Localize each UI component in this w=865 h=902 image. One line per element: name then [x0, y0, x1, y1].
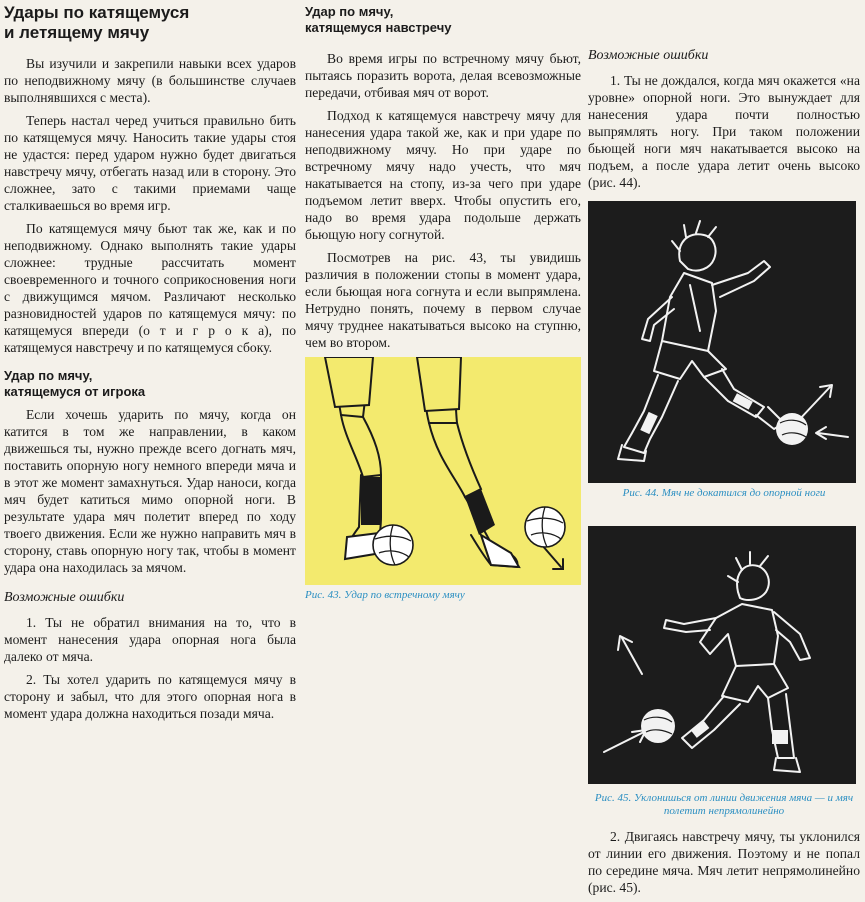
error-item: 2. Ты хотел ударить по катящемуся мячу в сторону и забыл, что для этого опорная нога в момент удара должна находиться позади мяча.: [4, 672, 296, 721]
paragraph: Теперь настал черед учиться правильно бить по катящемуся мячу. Наносить такие удары стоя не удастся: перед ударом нужно будет двигаться навстречу мячу, отбегать назад или в сторону. Это сложнее, зато с такими приемами чаще сталкиваешься во время игр.: [4, 113, 296, 213]
column-middle: [305, 0, 581, 602]
page-title: [4, 3, 296, 43]
paragraph: Подход к катящемуся навстречу мячу для нанесения удара такой же, как и при ударе по неподвижному мячу. Но при ударе по встречному мячу надо учесть, что мяч накатывается на стопу, из-за чего при ударе подъемом летит вверх. Чтобы опустить его, надо во время удара подольше держать бьющую ногу согнутой.: [305, 108, 581, 242]
figure-45: [588, 526, 856, 784]
ball-44: [776, 413, 808, 445]
figure-44: [588, 201, 856, 483]
sock-left: [361, 477, 381, 525]
paragraph: Если хочешь ударить по мячу, когда он катится в том же направлении, в каком движешься ты, нужно прежде всего догнать мяч, поставить опорную ногу немного впереди мяча и в этот же момент замахнуться. Удар наноси, когда мяч будет катиться мимо опорной ноги. В результате удара мяч полетит вперед по ходу твоего движения. Если же нужно направить мяч в сторону, ставь опорную ногу так, чтобы в момент удара она находилась за мячом.: [4, 407, 296, 575]
sock-right: [465, 489, 495, 535]
figure-45-illustration: [588, 526, 856, 784]
error-item: 2. Двигаясь навстречу мячу, ты уклонился от линии его движения. Поэтому и не попал по середине мяча. Мяч летит непрямолинейно (рис. 45).: [588, 829, 860, 895]
title-line-2: и летящему мячу: [4, 23, 150, 42]
column-left: [4, 0, 296, 728]
errors-heading: Возможные ошибки: [4, 590, 125, 605]
section-heading: [305, 4, 581, 36]
section-heading: [4, 368, 296, 400]
paragraph: Вы изучили и закрепили навыки всех ударов по неподвижному мячу (в большинстве случаев выполнявшихся с места).: [4, 56, 296, 105]
paragraph: Посмотрев на рис. 43, ты увидишь различия в положении стопы в момент удара, если бьющая нога согнута и если выпрямлена. Нетрудно понять, почему в первом случае мячу труднее накатываться высоко на ступню, чем во втором.: [305, 250, 581, 350]
figure-44-caption: Рис. 44. Мяч не докатился до опорной ноги: [622, 487, 826, 499]
error-item: 1. Ты не дождался, когда мяч окажется «на уровне» опорной ноги. Это вынуждает для нанесения удара почти полностью выпрямлять ногу. При таком положении бьющей ноги мяч накатывается высоко на подъем, а после удара летит очень высоко (рис. 44).: [588, 73, 860, 190]
ball-45: [641, 709, 675, 743]
column-right: [588, 0, 860, 902]
paragraph: Во время игры по встречному мячу бьют, пытаясь поразить ворота, делая всевозможные передачи, отбивая мяч от ворот.: [305, 51, 581, 100]
heading-line-2: катящемуся от игрока: [4, 384, 146, 399]
figure-45-caption: Рис. 45. Уклонишься от линии движения мяча — и мяч полетит непрямолинейно: [594, 792, 854, 817]
figure-43-caption: Рис. 43. Удар по встречному мячу: [305, 589, 465, 601]
error-item: 1. Ты не обратил внимания на то, что в момент нанесения удара опорная нога была далеко от мяча.: [4, 615, 296, 664]
paragraph: По катящемуся мячу бьют так же, как и по неподвижному. Однако выполнять такие удары сложнее: трудные рассчитать момент своевременного и точного соприкосновения ноги с движущимся мячом. Различают несколько разновидностей ударов по катящемуся мячу: по катящемуся впереди (о т и г р о к а), по катящемуся навстречу и по катящемуся сбоку.: [4, 221, 296, 355]
figure-44-illustration: [588, 201, 856, 483]
figure-43: [305, 357, 581, 585]
shorts-right: [417, 357, 461, 411]
errors-heading: Возможные ошибки: [588, 48, 709, 63]
shorts-left: [325, 357, 373, 407]
heading-line-1: Удар по мячу,: [4, 368, 93, 383]
sock-44-right: [733, 393, 753, 409]
heading-line-1: Удар по мячу,: [305, 4, 394, 19]
title-line-1: Удары по катящемуся: [4, 3, 190, 22]
figure-43-illustration: [305, 357, 581, 585]
sock-45-right: [772, 730, 788, 744]
heading-line-2: катящемуся навстречу: [305, 20, 452, 35]
boot-right: [481, 535, 519, 567]
